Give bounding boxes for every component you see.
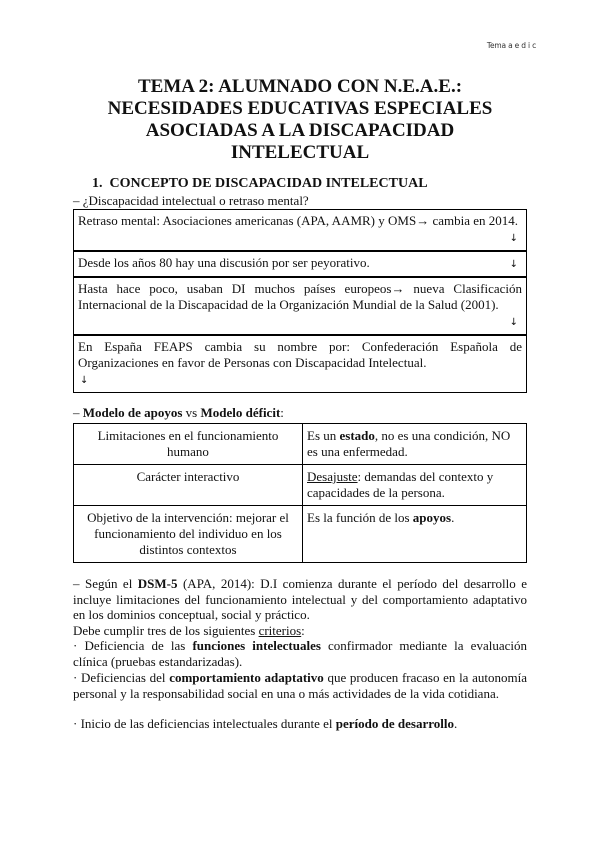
models-intro-dash: – [73, 405, 83, 420]
model-supports-label: Modelo de apoyos [82, 405, 183, 420]
cell-bold: apoyos [412, 510, 452, 525]
models-colon: : [280, 405, 284, 420]
table-cell-right [303, 465, 527, 506]
table-row [74, 424, 527, 465]
table-cell-right [303, 506, 527, 563]
header-note: Tema a e d i c [486, 41, 536, 50]
timeline-box-4 [73, 335, 527, 393]
title-line-1: TEMA 2: ALUMNADO CON N.E.A.E.: [137, 76, 463, 97]
criterion-1 [73, 638, 527, 669]
models-table [73, 423, 527, 563]
criteria-text: Debe cumplir tres de los siguientes [73, 623, 259, 638]
dsm-text: (APA, 2014): D.I comienza durante el período del desarrollo e incluye limitaciones del funcionamiento intelectual y del comportamiento adaptativo en los dominios conceptual, social y práctico. [73, 576, 528, 622]
dsm-text: – Según el [73, 576, 138, 591]
criterion-text: . [453, 716, 458, 731]
criterion-text: confirmador mediante la evaluación clínica (pruebas estandarizadas). [73, 638, 527, 669]
down-arrow-icon: ↓ [509, 317, 518, 328]
criterion-3 [73, 716, 527, 732]
table-cell-left: Carácter interactivo [74, 465, 303, 506]
cell-bold: estado [339, 428, 375, 443]
down-arrow-icon: ↓ [80, 375, 89, 386]
table-row [74, 506, 527, 563]
cell-underline: Desajuste [307, 469, 358, 484]
dsm-bold: DSM-5 [137, 576, 178, 591]
criterion-text: · Deficiencias del [73, 670, 170, 685]
criteria-underline: criterios [258, 623, 302, 638]
table-cell-left: Objetivo de la intervención: mejorar el funcionamiento del individuo en los distintos contextos [74, 506, 303, 563]
cell-text: : demandas del contexto y capacidades de la persona. [307, 469, 494, 500]
criteria-text: : [301, 623, 305, 638]
criterion-bold: funciones intelectuales [192, 638, 321, 653]
criteria-intro [73, 623, 527, 639]
section-question: – ¿Discapacidad intelectual o retraso mental? [73, 193, 309, 208]
timeline-box-text: Hasta hace poco, usaban DI muchos países europeos→ nueva Clasificación Internacional de la Discapacidad de la Organización Mundial de la Salud (2001). [78, 281, 522, 312]
table-row [74, 465, 527, 506]
cell-text: Es la función de los [307, 510, 413, 525]
cell-text: . [451, 510, 455, 525]
table-cell-left: Limitaciones en el funcionamiento humano [74, 424, 303, 465]
cell-text: Es un [307, 428, 340, 443]
dsm-paragraph [73, 576, 527, 623]
page-title [72, 76, 528, 164]
down-arrow-icon: ↓ [509, 233, 518, 244]
criterion-bold: comportamiento adaptativo [169, 670, 324, 685]
criterion-2 [73, 670, 527, 701]
timeline-box-text: Retraso mental: Asociaciones americanas (APA, AAMR) y OMS→ cambia en 2014. [78, 213, 518, 228]
title-line-2: NECESIDADES EDUCATIVAS ESPECIALES [107, 98, 493, 119]
models-intro [73, 405, 284, 421]
section-number: 1. [92, 176, 103, 191]
timeline-box-3 [73, 277, 527, 335]
timeline-box-text: En España FEAPS cambia su nombre por: Confederación Española de Organizaciones en favor de Personas con Discapacidad Intelectual. [78, 339, 522, 370]
timeline-box-text: Desde los años 80 hay una discusión por ser peyorativo. [78, 255, 370, 270]
cell-text: , no es una condición, NO es una enfermedad. [307, 428, 511, 459]
table-cell-right [303, 424, 527, 465]
model-deficit-label: Modelo déficit [200, 405, 281, 420]
criterion-text: · Inicio de las deficiencias intelectuales durante el [73, 716, 336, 731]
section-heading [92, 176, 428, 192]
criterion-text: que producen fracaso en la autonomía personal y la responsabilidad social en una o más actividades de la vida cotidiana. [73, 670, 527, 701]
timeline-box-2 [73, 251, 527, 277]
criterion-bold: período de desarrollo [335, 716, 454, 731]
title-line-3: ASOCIADAS A LA DISCAPACIDAD [145, 120, 455, 141]
title-line-4: INTELECTUAL [230, 142, 370, 163]
down-arrow-icon: ↓ [509, 259, 518, 270]
criterion-text: · Deficiencia de las [73, 638, 193, 653]
models-vs: vs [182, 405, 201, 420]
section-title: CONCEPTO DE DISCAPACIDAD INTELECTUAL [109, 176, 428, 191]
timeline-box-1 [73, 209, 527, 251]
